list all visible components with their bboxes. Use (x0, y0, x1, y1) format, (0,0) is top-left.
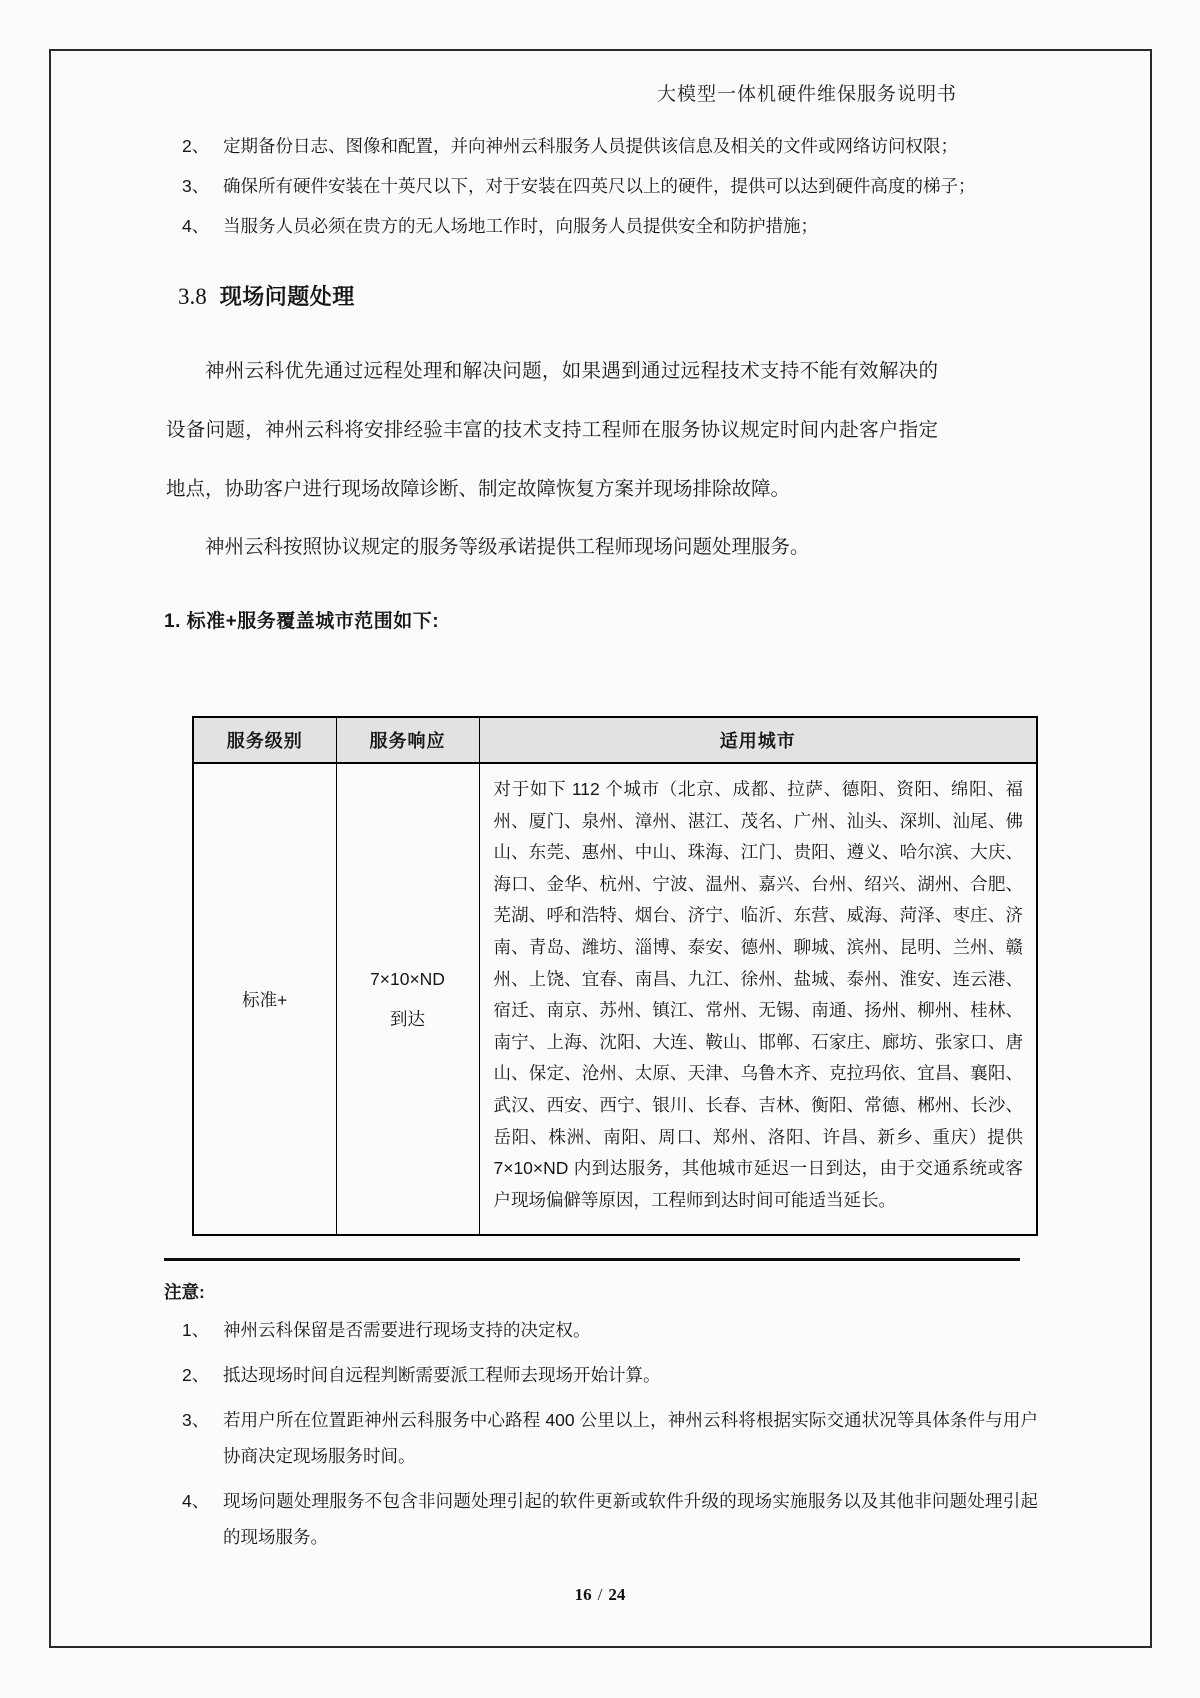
note-item (182, 1312, 1038, 1348)
note-number: 2、 (182, 1365, 210, 1385)
note-text: 现场问题处理服务不包含非问题处理引起的软件更新或软件升级的现场实施服务以及其他非问题处理引起的现场服务。 (223, 1491, 1038, 1547)
cell-applicable-cities (479, 763, 1037, 1235)
cities-text: 对于如下 112 个城市（北京、成都、拉萨、德阳、资阳、绵阳、福州、厦门、泉州、漳州、湛江、茂名、广州、汕头、深圳、汕尾、佛山、东莞、惠州、中山、珠海、江门、贵阳、遵义、哈尔滨、大庆、海口、金华、杭州、宁波、温州、嘉兴、台州、绍兴、湖州、合肥、芜湖、呼和浩特、烟台、济宁、临沂、东营、威海、菏泽、枣庄、济南、青岛、潍坊、淄博、泰安、德州、聊城、滨州、昆明、兰州、赣州、上饶、宜春、南昌、九江、徐州、盐城、泰州、淮安、连云港、宿迁、南京、苏州、镇江、常州、无锡、南通、扬州、柳州、桂林、南宁、上海、沈阳、大连、鞍山、邯郸、石家庄、廊坊、张家口、唐山、保定、沧州、太原、天津、乌鲁木齐、克拉玛依、宜昌、襄阳、武汉、西安、西宁、银川、长春、吉林、衡阳、常德、郴州、长沙、岳阳、株洲、南阳、周口、郑州、洛阳、许昌、新乡、重庆）提供 7×10×ND 内到达服务，其他城市延迟一日到达，由于交通系统或客户现场偏僻等原因，工程师到达时间可能适当延长。 (493, 779, 1023, 1210)
table-header-row (193, 717, 1037, 763)
section-heading (178, 280, 355, 311)
note-text: 若用户所在位置距神州云科服务中心路程 400 公里以上，神州云科将根据实际交通状况等具体条件与用户协商决定现场服务时间。 (223, 1410, 1038, 1466)
note-number: 1、 (182, 1320, 210, 1340)
list-item (182, 136, 1042, 157)
note-item (182, 1357, 1038, 1393)
section-title: 现场问题处理 (219, 284, 355, 309)
list-item (182, 176, 1042, 197)
list-item-text: 当服务人员必须在贵方的无人场地工作时，向服务人员提供安全和防护措施； (223, 216, 818, 236)
horizontal-divider (164, 1258, 1020, 1261)
document-header-title: 大模型一体机硬件维保服务说明书 (656, 84, 957, 105)
subheading-service-coverage: 1. 标准+服务覆盖城市范围如下: (164, 611, 440, 632)
page-number-separator: / (597, 1585, 603, 1604)
section-number: 3.8 (178, 284, 207, 309)
cell-service-response (336, 763, 479, 1235)
notes-label: 注意: (164, 1282, 205, 1302)
cell-service-level: 标准+ (193, 763, 336, 1235)
response-line-1: 7×10×ND (370, 969, 445, 989)
list-item-text: 定期备份日志、图像和配置，并向神州云科服务人员提供该信息及相关的文件或网络访问权限； (223, 136, 958, 156)
note-item (182, 1402, 1038, 1474)
table-header-service-response: 服务响应 (336, 717, 479, 763)
list-item-number: 3、 (182, 176, 210, 196)
list-item-text: 确保所有硬件安装在十英尺以下，对于安装在四英尺以上的硬件，提供可以达到硬件高度的梯子； (223, 176, 976, 196)
note-text: 神州云科保留是否需要进行现场支持的决定权。 (223, 1320, 591, 1340)
paragraph: 神州云科优先通过远程处理和解决问题，如果遇到通过远程技术支持不能有效解决的设备问题，神州云科将安排经验丰富的技术支持工程师在服务协议规定时间内赴客户指定地点，协助客户进行现场故障诊断、制定故障恢复方案并现场排除故障。 (166, 360, 938, 500)
page-number-total: 24 (608, 1585, 626, 1604)
note-item (182, 1483, 1038, 1555)
page-footer (0, 1585, 1200, 1605)
page-number-current: 16 (574, 1585, 592, 1604)
note-number: 3、 (182, 1410, 210, 1430)
response-line-2: 到达 (390, 1009, 425, 1029)
table-header-applicable-cities: 适用城市 (479, 717, 1037, 763)
list-item-number: 2、 (182, 136, 210, 156)
table-header-service-level: 服务级别 (193, 717, 336, 763)
list-item (182, 216, 1042, 237)
notes-numbered-list (182, 1312, 1038, 1564)
service-coverage-table (192, 716, 1038, 1236)
list-item-number: 4、 (182, 216, 210, 236)
intro-numbered-list (182, 136, 1042, 256)
paragraph: 神州云科按照协议规定的服务等级承诺提供工程师现场问题处理服务。 (205, 536, 810, 558)
note-number: 4、 (182, 1491, 210, 1511)
note-text: 抵达现场时间自远程判断需要派工程师去现场开始计算。 (223, 1365, 661, 1385)
table-row (193, 763, 1037, 1235)
